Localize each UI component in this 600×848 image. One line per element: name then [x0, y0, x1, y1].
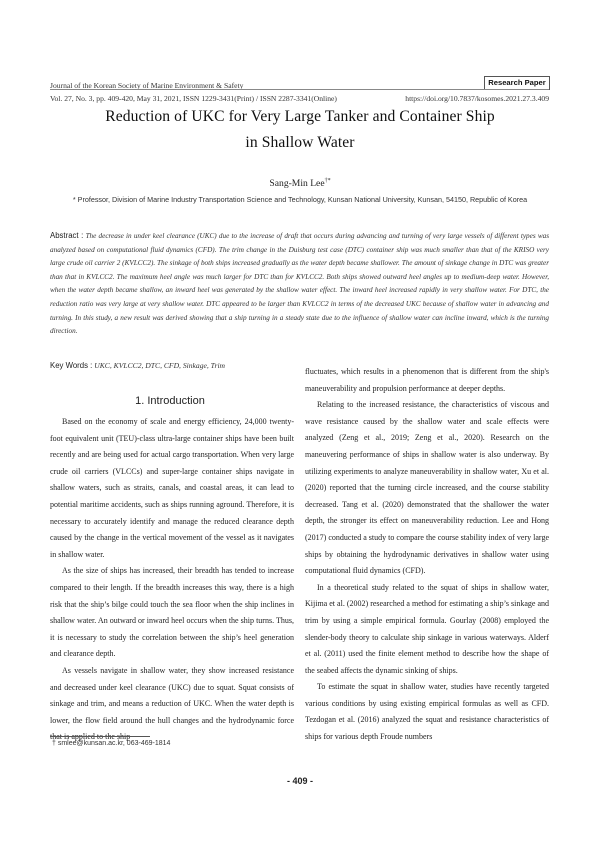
keywords: [50, 361, 225, 370]
paragraph: As the size of ships has increased, their breadth has tended to increase compared to their length. If the breadth increases this way, there is a high risk that the ship’s bilge could touch the sea floor when the ship inclines in shallow water. An outward or inward heel occurs when the ship turns. Thus, it is necessary to study the correlation between the ship’s heel generation and clearance depth.: [50, 566, 294, 659]
footnote: † smlee@kunsan.ac.kr, 063-469-1814: [52, 740, 171, 747]
journal-name: Journal of the Korean Society of Marine Environment & Safety: [50, 81, 244, 90]
abstract-label: Abstract :: [50, 231, 84, 240]
header-rule: [50, 89, 549, 90]
doi-link[interactable]: https://doi.org/10.7837/kosomes.2021.27.3.409: [405, 94, 549, 103]
keywords-list: UKC, KVLCC2, DTC, CFD, Sinkage, Trim: [94, 361, 226, 370]
paragraph: fluctuates, which results in a phenomenon that is different from the ship's maneuverability and propulsion performance at deeper depths.: [305, 367, 549, 393]
author-name: [50, 178, 550, 189]
article-type-badge: Research Paper: [484, 76, 550, 90]
paragraph: Based on the economy of scale and energy efficiency, 24,000 twenty-foot equivalent unit (TEU)-class ultra-large container ships have been built recently and are being used for actual cargo transportation. When very large crude oil carriers (VLCCs) and super-large container ships navigate in shallow waters, such as straits, canals, and coastal areas, it can lead to potential maritime accidents, such as ships running aground. Therefore, it is necessary to accurately identify and manage the reduced clearance depth caused by the change in the vertical movement of the vessel as it navigates in shallow water.: [50, 417, 294, 559]
keywords-label: Key Words :: [50, 361, 93, 370]
footnote-rule: [50, 736, 150, 737]
right-column: [305, 364, 549, 763]
title-line-2: in Shallow Water: [245, 134, 355, 151]
paragraph: As vessels navigate in shallow water, they show increased resistance and decreased under keel clearance (UKC) due to squat. Squat consists of sinkage and trim, and means a reduction of UKC. When the water depth is lower, the flow field around the hull changes and the hydrodynamic force that is applied to the ship: [50, 665, 294, 742]
section-heading: 1. Introduction: [135, 395, 205, 407]
abstract: [50, 229, 549, 339]
author-text: Sang-Min Lee: [269, 178, 325, 190]
page-number: - 409 -: [286, 776, 313, 786]
title-line-1: Reduction of UKC for Very Large Tanker and Container Ship: [105, 108, 495, 125]
author-mark: †*: [324, 178, 331, 184]
affiliation: * Professor, Division of Marine Industry Transportation Science and Technology, Kunsan National University, Kunsan, 54150, Republic of Korea: [72, 195, 528, 204]
volume-issue-line: Vol. 27, No. 3, pp. 409-420, May 31, 2021, ISSN 1229-3431(Print) / ISSN 2287-3341(Online): [50, 94, 337, 103]
paragraph: In a theoretical study related to the squat of ships in shallow water, Kijima et al. (2002) researched a method for estimating a ship’s sinkage and trim by using a simple empirical formula. Gourlay (2008) employed the slender-body theory to calculate ship sinkage in various waterways. Alderf et al. (2011) used the finite element method to describe how the shape of the seabed affects the dynamic sinking of ships.: [305, 582, 549, 675]
left-column: [50, 414, 294, 742]
paper-title: [50, 104, 550, 156]
paragraph: Relating to the increased resistance, the characteristics of viscous and wave resistance caused by the shallow water and scale effects were analyzed (Zeng et al., 2019; Zeng et al., 2020). Research on the maneuvering performance of ships in shallow water is also underway. By utilizing experiments to analyze maneuverability in shallow water, Xu et al. (2020) reported that the turning circle increased, and the course stability decreased. Tang et al. (2020) demonstrated that the shallower the water depth, the stronger its effect on maneuverability reduction. Lee and Hong (2017) conducted a study to compare the course stability index of very large ships by obtaining the hydrodynamic derivatives in shallow water using computational fluid dynamics (CFD).: [305, 400, 549, 576]
abstract-text: The decrease in under keel clearance (UKC) due to the increase of draft that occurs during advancing and turning of very large vessels of different types was analyzed based on computational fluid dynamics (CFD). The trim change in the Duisburg test case (DTC) container ship was much smaller than that of the KRISO very large crude oil carrier 2 (KVLCC2). The sinkage of both ships increased gradually as the water depth became shallower. The amount of sinkage change in DTC was greater than that in KVLCC2. The maximum heel angle was much larger for DTC than for KVLCC2. Both ships showed outward heel angles up to medium-deep water. However, when the water depth became shallow, an inward heel was generated by the shallow water effect. The inward heel increased rapidly in very shallow water. For DTC, the reduction ratio was very large at very shallow water. DTC appeared to be larger than KVLCC2 in terms of the decreased UKC because of shallow water in advancing and turning. In this study, a new result was derived showing that a ship turning in a steady state due to the influence of shallow water can incline inward, which is the turning direction.: [50, 232, 550, 336]
paragraph: To estimate the squat in shallow water, studies have recently targeted various conditions by using existing empirical formulas as well as CFD. Tezdogan et al. (2016) analyzed the squat and resistance characteristics of ships for various depth Froude numbers: [305, 682, 549, 742]
